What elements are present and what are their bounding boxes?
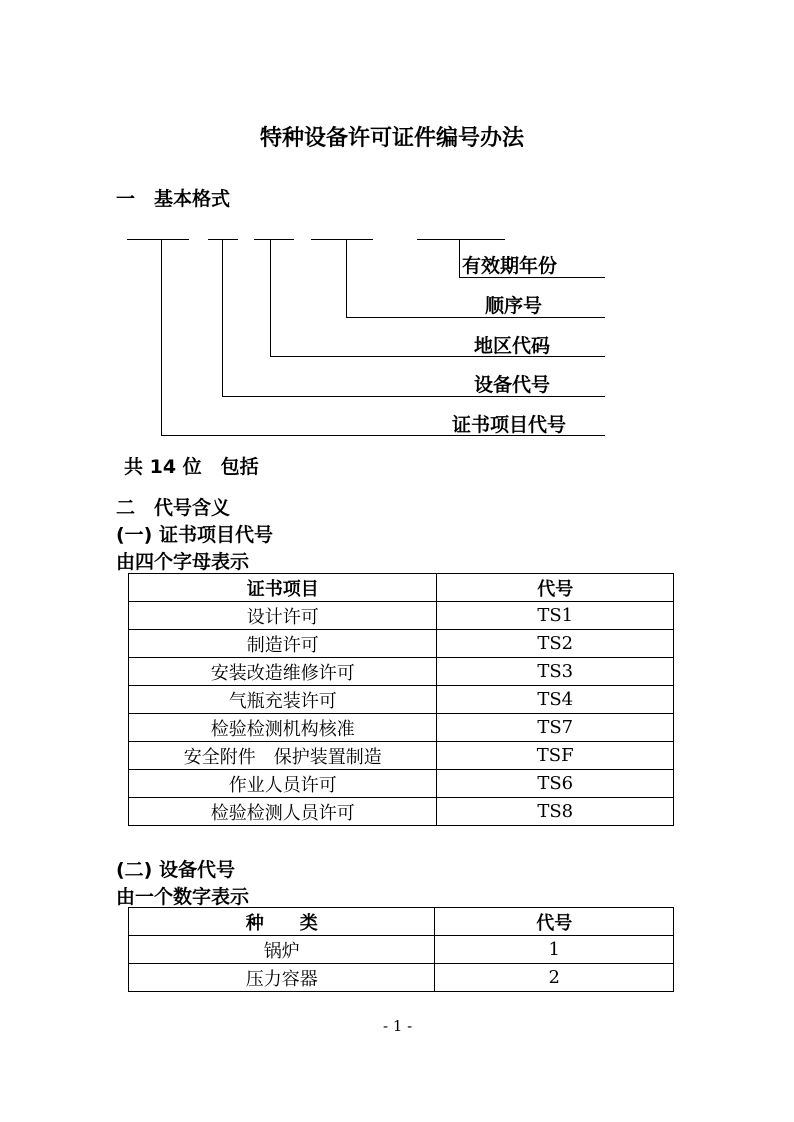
- connector-line: [459, 239, 460, 277]
- table-row: [129, 602, 674, 630]
- subsection-1-heading: (一) 证书项目代号: [116, 524, 273, 546]
- table-cell: 作业人员许可: [129, 770, 437, 798]
- table-cell: TSF: [437, 742, 674, 770]
- table-cell: TS1: [437, 602, 674, 630]
- subsection-2-heading: (二) 设备代号: [116, 859, 235, 881]
- connector-line: [346, 239, 347, 317]
- table-cell: 设计许可: [129, 602, 437, 630]
- table-cell: TS8: [437, 798, 674, 826]
- table-cell: TS3: [437, 658, 674, 686]
- table-header-row: [129, 574, 674, 602]
- leader-line: [346, 317, 605, 318]
- equipment-code-table: [128, 907, 674, 992]
- table-row: [129, 658, 674, 686]
- table-cell: TS2: [437, 630, 674, 658]
- segment-line: [208, 239, 238, 240]
- table-cell: 安装改造维修许可: [129, 658, 437, 686]
- table-row: [129, 798, 674, 826]
- label-certificate-item-code: 证书项目代号: [452, 414, 567, 436]
- label-region-code: 地区代码: [474, 335, 551, 357]
- table-cell: 压力容器: [129, 964, 435, 992]
- table-cell: 2: [435, 964, 674, 992]
- segment-line: [417, 239, 505, 240]
- connector-line: [270, 239, 271, 356]
- table-row: [129, 714, 674, 742]
- table-cell: TS6: [437, 770, 674, 798]
- table-cell: 锅炉: [129, 936, 435, 964]
- table-cell: 检验检测机构核准: [129, 714, 437, 742]
- label-equipment-code: 设备代号: [474, 374, 551, 396]
- segment-line: [311, 239, 373, 240]
- table-cell: 安全附件 保护装置制造: [129, 742, 437, 770]
- column-header: 证书项目: [129, 574, 437, 602]
- section-1-heading: 一 基本格式: [116, 188, 231, 210]
- subsection-1-description: 由四个字母表示: [116, 551, 250, 573]
- table-cell: TS4: [437, 686, 674, 714]
- leader-line: [270, 356, 605, 357]
- total-digits-text: 共 14 位 包括: [124, 456, 259, 478]
- table-row: [129, 936, 674, 964]
- column-header: 种 类: [129, 908, 435, 936]
- table-row: [129, 742, 674, 770]
- connector-line: [161, 239, 162, 435]
- table-cell: 检验检测人员许可: [129, 798, 437, 826]
- table-row: [129, 630, 674, 658]
- column-header: 代号: [437, 574, 674, 602]
- table-cell: 制造许可: [129, 630, 437, 658]
- page-title: 特种设备许可证件编号办法: [260, 126, 525, 151]
- page-number: - 1 -: [383, 1017, 413, 1035]
- table-row: [129, 686, 674, 714]
- table-row: [129, 964, 674, 992]
- segment-line: [254, 239, 294, 240]
- table-cell: 气瓶充装许可: [129, 686, 437, 714]
- column-header: 代号: [435, 908, 674, 936]
- table-cell: TS7: [437, 714, 674, 742]
- segment-line: [127, 239, 189, 240]
- connector-line: [222, 239, 223, 396]
- table-header-row: [129, 908, 674, 936]
- table-row: [129, 770, 674, 798]
- label-sequence-number: 顺序号: [485, 295, 543, 317]
- certificate-item-table: [128, 573, 674, 826]
- section-2-heading: 二 代号含义: [116, 497, 231, 519]
- label-validity-year: 有效期年份: [462, 255, 558, 277]
- table-cell: 1: [435, 936, 674, 964]
- subsection-2-description: 由一个数字表示: [116, 886, 250, 908]
